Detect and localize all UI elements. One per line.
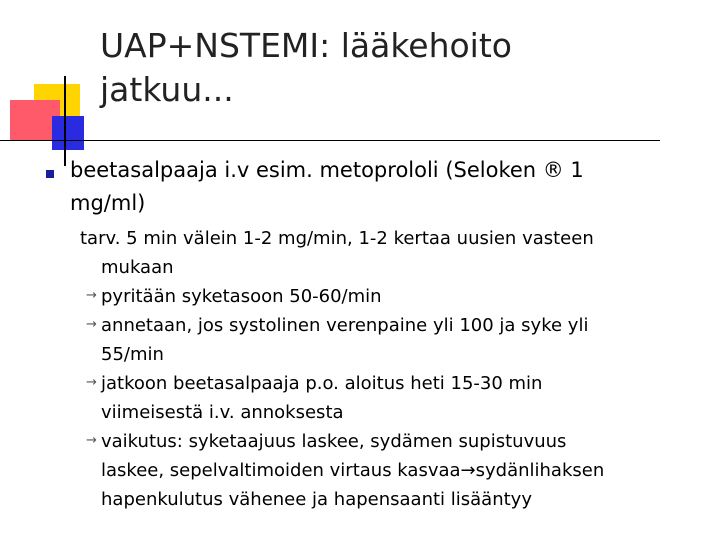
sub-bullet-line: annetaan, jos systolinen verenpaine yli 100 ja syke yli (101, 315, 589, 336)
slide-title (100, 24, 690, 112)
sub-bullet-line: vaikutus: syketaajuus laskee, sydämen supistuvuus (101, 431, 567, 452)
sub-bullet-line: laskee, sepelvaltimoiden virtaus kasvaa→sydänlihaksen (101, 460, 605, 481)
title-line-2: jatkuu... (100, 70, 234, 109)
sub-bullet-line: tarv. 5 min välein 1-2 mg/min, 1-2 kertaa uusien vasteen (80, 228, 594, 249)
arrow-bullet-icon: → (86, 288, 97, 303)
sub-bullet-line: hapenkulutus vähenee ja hapensaanti lisääntyy (101, 489, 532, 510)
title-divider (0, 140, 660, 141)
sub-bullet-line: 55/min (101, 344, 164, 365)
arrow-bullet-icon: → (86, 317, 97, 332)
main-bullet (70, 154, 710, 220)
title-line-1: UAP+NSTEMI: lääkehoito (100, 26, 512, 65)
main-bullet-line-2: mg/ml) (70, 191, 146, 215)
decor-vertical-line (64, 76, 66, 166)
sub-bullet-line: viimeisestä i.v. annoksesta (101, 402, 344, 423)
decor-blue-square (52, 116, 84, 150)
sub-bullet-line: jatkoon beetasalpaaja p.o. aloitus heti 15-30 min (101, 373, 543, 394)
sub-bullet-line: mukaan (101, 257, 174, 278)
arrow-bullet-icon: → (86, 375, 97, 390)
sub-bullet-list (80, 224, 710, 514)
sub-bullet-line: pyritään syketasoon 50-60/min (101, 286, 382, 307)
arrow-bullet-icon: → (86, 433, 97, 448)
main-bullet-line-1: beetasalpaaja i.v esim. metoprololi (Seloken ® 1 (70, 158, 584, 182)
square-bullet-icon (46, 170, 54, 178)
